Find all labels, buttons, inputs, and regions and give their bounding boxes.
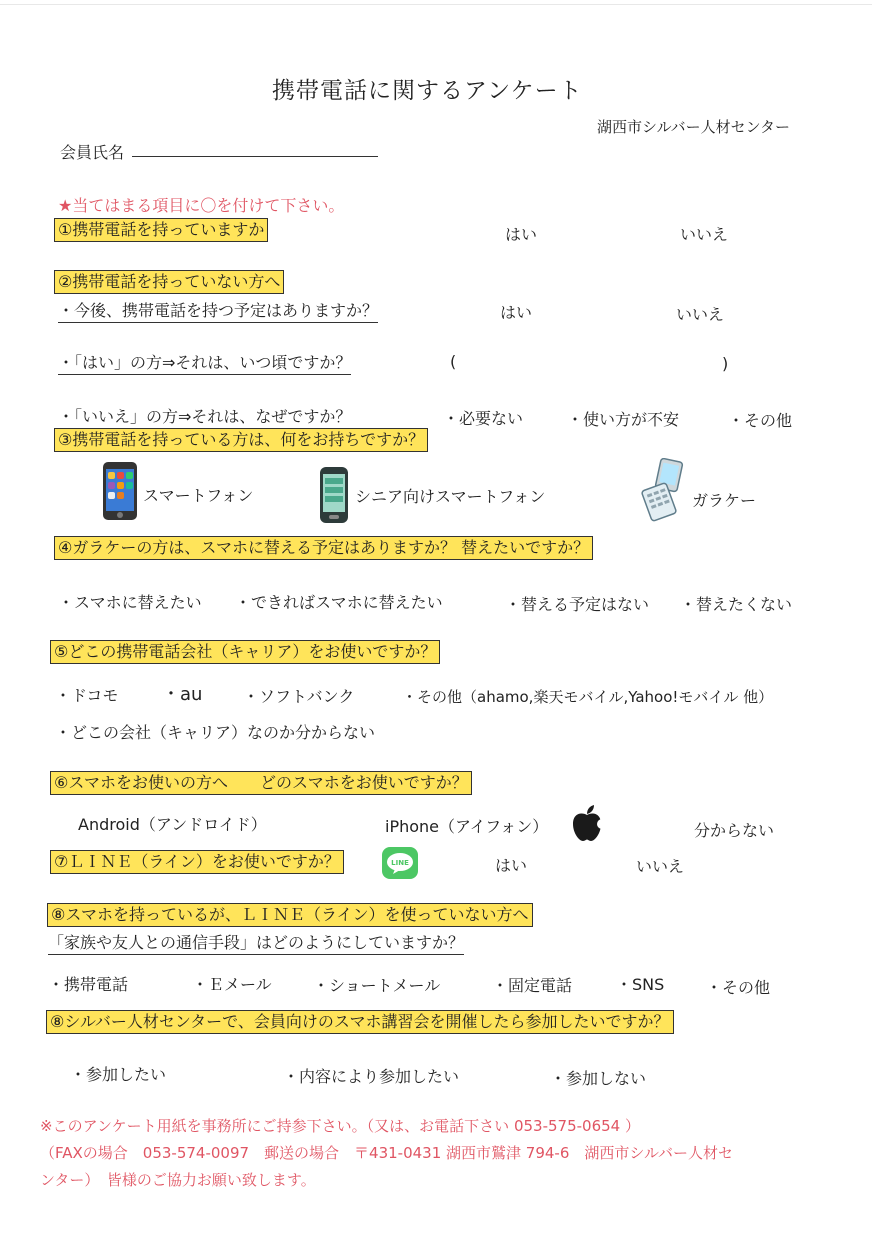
smartphone-icon: [100, 460, 140, 522]
q2-sub3: ・「いいえ」の方⇒それは、なぜですか？: [58, 407, 352, 426]
apple-logo-icon: [570, 804, 604, 842]
q3-label: ③携帯電話を持っている方は、何をお持ちですか？: [54, 428, 428, 452]
q2-yes-option[interactable]: はい: [500, 303, 533, 322]
q4-opt-want-switch[interactable]: ・スマホに替えたい: [58, 593, 202, 612]
q2-no-option[interactable]: いいえ: [676, 305, 725, 324]
q7-yes-option[interactable]: はい: [495, 856, 528, 875]
q2-label: ②携帯電話を持っていない方へ: [54, 270, 284, 294]
footer-line-2: （FAXの場合 053-574-0097 郵送の場合 〒431-0431 湖西市鷲津 794-6 湖西市シルバー人材セ: [40, 1144, 733, 1162]
q8-opt-landline[interactable]: ・固定電話: [492, 976, 573, 995]
q1-no-option[interactable]: いいえ: [680, 225, 729, 244]
q9-opt-depends[interactable]: ・内容により参加したい: [283, 1067, 460, 1086]
q4-opt-not-want[interactable]: ・替えたくない: [680, 595, 793, 614]
q8-label: ⑧スマホを持っているが、ＬＩＮＥ（ライン）を使っていない方へ: [47, 903, 533, 927]
q3-opt-senior-smartphone[interactable]: シニア向けスマートフォン: [355, 487, 546, 506]
q2-when-field[interactable]: [465, 352, 715, 372]
member-name-field[interactable]: [132, 156, 378, 157]
q1-label: ①携帯電話を持っていますか: [54, 218, 268, 242]
q3-opt-smartphone[interactable]: スマートフォン: [143, 486, 254, 505]
q5-opt-au[interactable]: ・au: [162, 684, 203, 705]
q6-label: ⑥スマホをお使いの方へ どのスマホをお使いですか？: [50, 771, 472, 795]
q7-label: ⑦ＬＩＮＥ（ライン）をお使いですか？: [50, 850, 344, 874]
q2-sub1: ・今後、携帯電話を持つ予定はありますか？: [58, 298, 378, 323]
line-logo-text: LINE: [391, 859, 409, 867]
q8-sub: 「家族や友人との通信手段」はどのようにしていますか？: [48, 930, 464, 955]
q8-opt-email[interactable]: ・Ｅメール: [192, 975, 272, 994]
q2-opt-worried[interactable]: ・使い方が不安: [567, 410, 680, 429]
q5-opt-other[interactable]: ・その他（ahamo,楽天モバイル,Yahoo!モバイル 他）: [402, 688, 774, 706]
q9-label: ⑧シルバー人材センターで、会員向けのスマホ講習会を開催したら参加したいですか？: [46, 1010, 674, 1034]
footer-line-3: ンター） 皆様のご協力お願い致します。: [40, 1171, 316, 1189]
member-name-label: 会員氏名: [60, 143, 125, 162]
q6-opt-unknown[interactable]: 分からない: [694, 821, 775, 840]
q8-opt-mobile[interactable]: ・携帯電話: [48, 975, 129, 994]
q3-opt-feature-phone[interactable]: ガラケー: [692, 491, 757, 510]
line-app-icon: [381, 846, 419, 880]
q5-opt-softbank[interactable]: ・ソフトバンク: [243, 687, 355, 706]
q2-sub2: ・「はい」の方⇒それは、いつ頃ですか？: [58, 350, 351, 375]
q2-paren-open: (: [450, 352, 457, 371]
q8-opt-sms[interactable]: ・ショートメール: [313, 976, 441, 995]
q8-opt-other[interactable]: ・その他: [706, 978, 771, 997]
q5-opt-unknown[interactable]: ・どこの会社（キャリア）なのか分からない: [55, 723, 376, 742]
q8-opt-sns[interactable]: ・SNS: [616, 975, 665, 994]
q5-opt-docomo[interactable]: ・ドコモ: [55, 686, 119, 705]
q4-opt-no-plan[interactable]: ・替える予定はない: [505, 595, 650, 614]
organization-name: 湖西市シルバー人材センター: [597, 118, 790, 136]
q7-no-option[interactable]: いいえ: [636, 857, 685, 876]
q1-yes-option[interactable]: はい: [505, 225, 538, 244]
q9-opt-not-join[interactable]: ・参加しない: [550, 1069, 647, 1088]
q6-opt-iphone[interactable]: iPhone（アイフォン）: [385, 817, 549, 836]
q2-paren-close: ): [722, 354, 729, 373]
q4-opt-if-possible[interactable]: ・できればスマホに替えたい: [235, 593, 443, 612]
q2-opt-unnecessary[interactable]: ・必要ない: [443, 409, 524, 428]
senior-smartphone-icon: [318, 466, 350, 524]
q4-label: ④ガラケーの方は、スマホに替える予定はありますか？ 替えたいですか？: [54, 536, 593, 560]
page-title: 携帯電話に関するアンケート: [272, 78, 583, 104]
instruction: ★当てはまる項目に〇を付けて下さい。: [58, 196, 345, 215]
q9-opt-join[interactable]: ・参加したい: [70, 1065, 167, 1084]
q2-opt-other[interactable]: ・その他: [728, 411, 793, 430]
q5-label: ⑤どこの携帯電話会社（キャリア）をお使いですか？: [50, 640, 440, 664]
scan-edge: [0, 4, 872, 5]
flip-phone-icon: [640, 458, 686, 522]
q6-opt-android[interactable]: Android（アンドロイド）: [78, 815, 267, 834]
footer-line-1: ※このアンケート用紙を事務所にご持参下さい。（又は、お電話下さい 053-575-0654 ）: [40, 1117, 640, 1135]
